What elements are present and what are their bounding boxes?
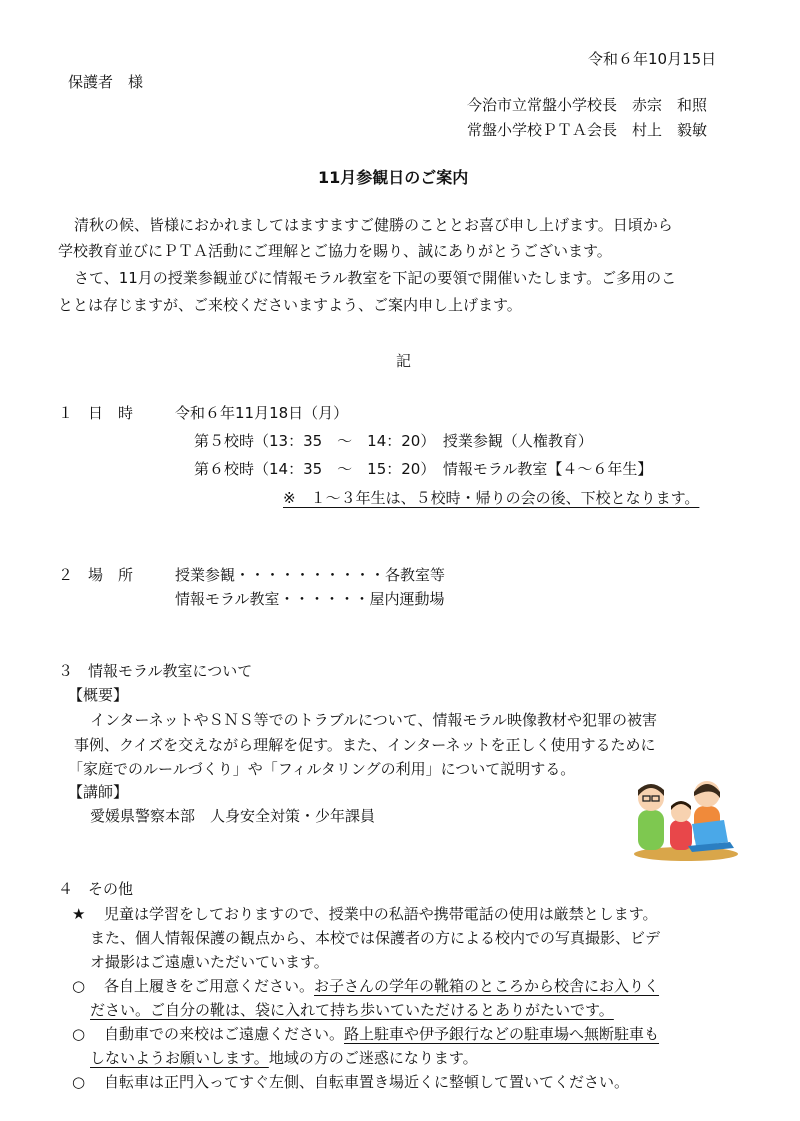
- notice-line: [104, 977, 659, 996]
- circle-bullet: ○: [72, 1073, 86, 1091]
- lecturer-label: 【講師】: [68, 783, 129, 801]
- dismissal-note: ※ １～３年生は、５校時・帰りの会の後、下校となります。: [283, 489, 700, 507]
- notice-text-underlined: 路上駐車や伊予銀行などの駐車場へ無断駐車も: [344, 1025, 660, 1043]
- period6-schedule: 第６校時（14：35 ～ 15：20） 情報モラル教室【４～６年生】: [194, 460, 653, 478]
- circle-bullet: ○: [72, 1025, 86, 1043]
- overview-label: 【概要】: [68, 686, 129, 704]
- overview-line: 事例、クイズを交えながら理解を促す。また、インターネットを正しく使用するために: [74, 736, 656, 754]
- addressee: 保護者 様: [68, 73, 144, 91]
- notice-line: オ撮影はご遠慮いただいています。: [90, 953, 329, 971]
- notice-line: 自転車は正門入ってすぐ左側、自転車置き場近くに整頓して置いてください。: [104, 1073, 630, 1091]
- circle-bullet: ○: [72, 977, 86, 995]
- notice-text-underlined: お子さんの学年の靴箱のところから校舎にお入りく: [314, 977, 660, 995]
- notice-text: 各自上履きをご用意ください。: [104, 977, 315, 995]
- section2-label: 場 所: [88, 566, 134, 584]
- intro-line: さて、11月の授業参観並びに情報モラル教室を下記の要領で開催いたします。ご多用のこ: [74, 269, 677, 287]
- section3-heading: ３ 情報モラル教室について: [58, 662, 253, 680]
- sender-pta: 常盤小学校ＰＴＡ会長 村上 毅敏: [467, 121, 708, 139]
- lecturer-name: 愛媛県警察本部 人身安全対策・少年課員: [90, 807, 376, 825]
- overview-line: インターネットやＳＮＳ等でのトラブルについて、情報モラル映像教材や犯罪の被害: [90, 711, 658, 729]
- venue-row: 授業参観・・・・・・・・・・各教室等: [175, 566, 446, 584]
- intro-line: 学校教育並びにＰＴＡ活動にご理解とご協力を賜り、誠にありがとうございます。: [58, 242, 612, 260]
- ki-mark: 記: [396, 352, 412, 370]
- document-date: 令和６年10月15日: [588, 50, 717, 68]
- section2-number: ２: [58, 566, 74, 584]
- notice-text-underlined: しないようお願いします。: [90, 1049, 269, 1067]
- intro-line: ととは存じますが、ご来校くださいますよう、ご案内申し上げます。: [58, 296, 522, 314]
- notice-text: 自動車での来校はご遠慮ください。: [104, 1025, 345, 1043]
- sender-principal: 今治市立常盤小学校長 赤宗 和照: [467, 96, 708, 114]
- section1-number: １: [58, 404, 74, 422]
- notice-line: また、個人情報保護の観点から、本校では保護者の方による校内での写真撮影、ビデ: [90, 929, 661, 947]
- notice-line: 児童は学習をしておりますので、授業中の私語や携帯電話の使用は厳禁とします。: [104, 905, 658, 923]
- notice-text: 地域の方のご迷惑になります。: [268, 1049, 478, 1067]
- period5-schedule: 第５校時（13：35 ～ 14：20） 授業参観（人権教育）: [194, 432, 593, 450]
- page-title: 11月参観日のご案内: [318, 168, 469, 187]
- event-date: 令和６年11月18日（月）: [175, 404, 349, 422]
- notice-line: [90, 1049, 478, 1068]
- star-bullet: ★: [72, 905, 86, 923]
- section1-label: 日 時: [88, 404, 134, 422]
- section4-heading: ４ その他: [58, 880, 134, 898]
- intro-line: 清秋の候、皆様におかれましてはますますご健勝のこととお喜び申し上げます。日頃から: [74, 216, 673, 234]
- overview-line: 「家庭でのルールづくり」や「フィルタリングの利用」について説明する。: [68, 760, 576, 778]
- notice-line: [104, 1025, 659, 1044]
- venue-row: 情報モラル教室・・・・・・屋内運動場: [175, 590, 445, 608]
- notice-line: ださい。ご自分の靴は、袋に入れて持ち歩いていただけるとありがたいです。: [90, 1001, 614, 1019]
- family-computer-illustration-icon: [632, 776, 740, 862]
